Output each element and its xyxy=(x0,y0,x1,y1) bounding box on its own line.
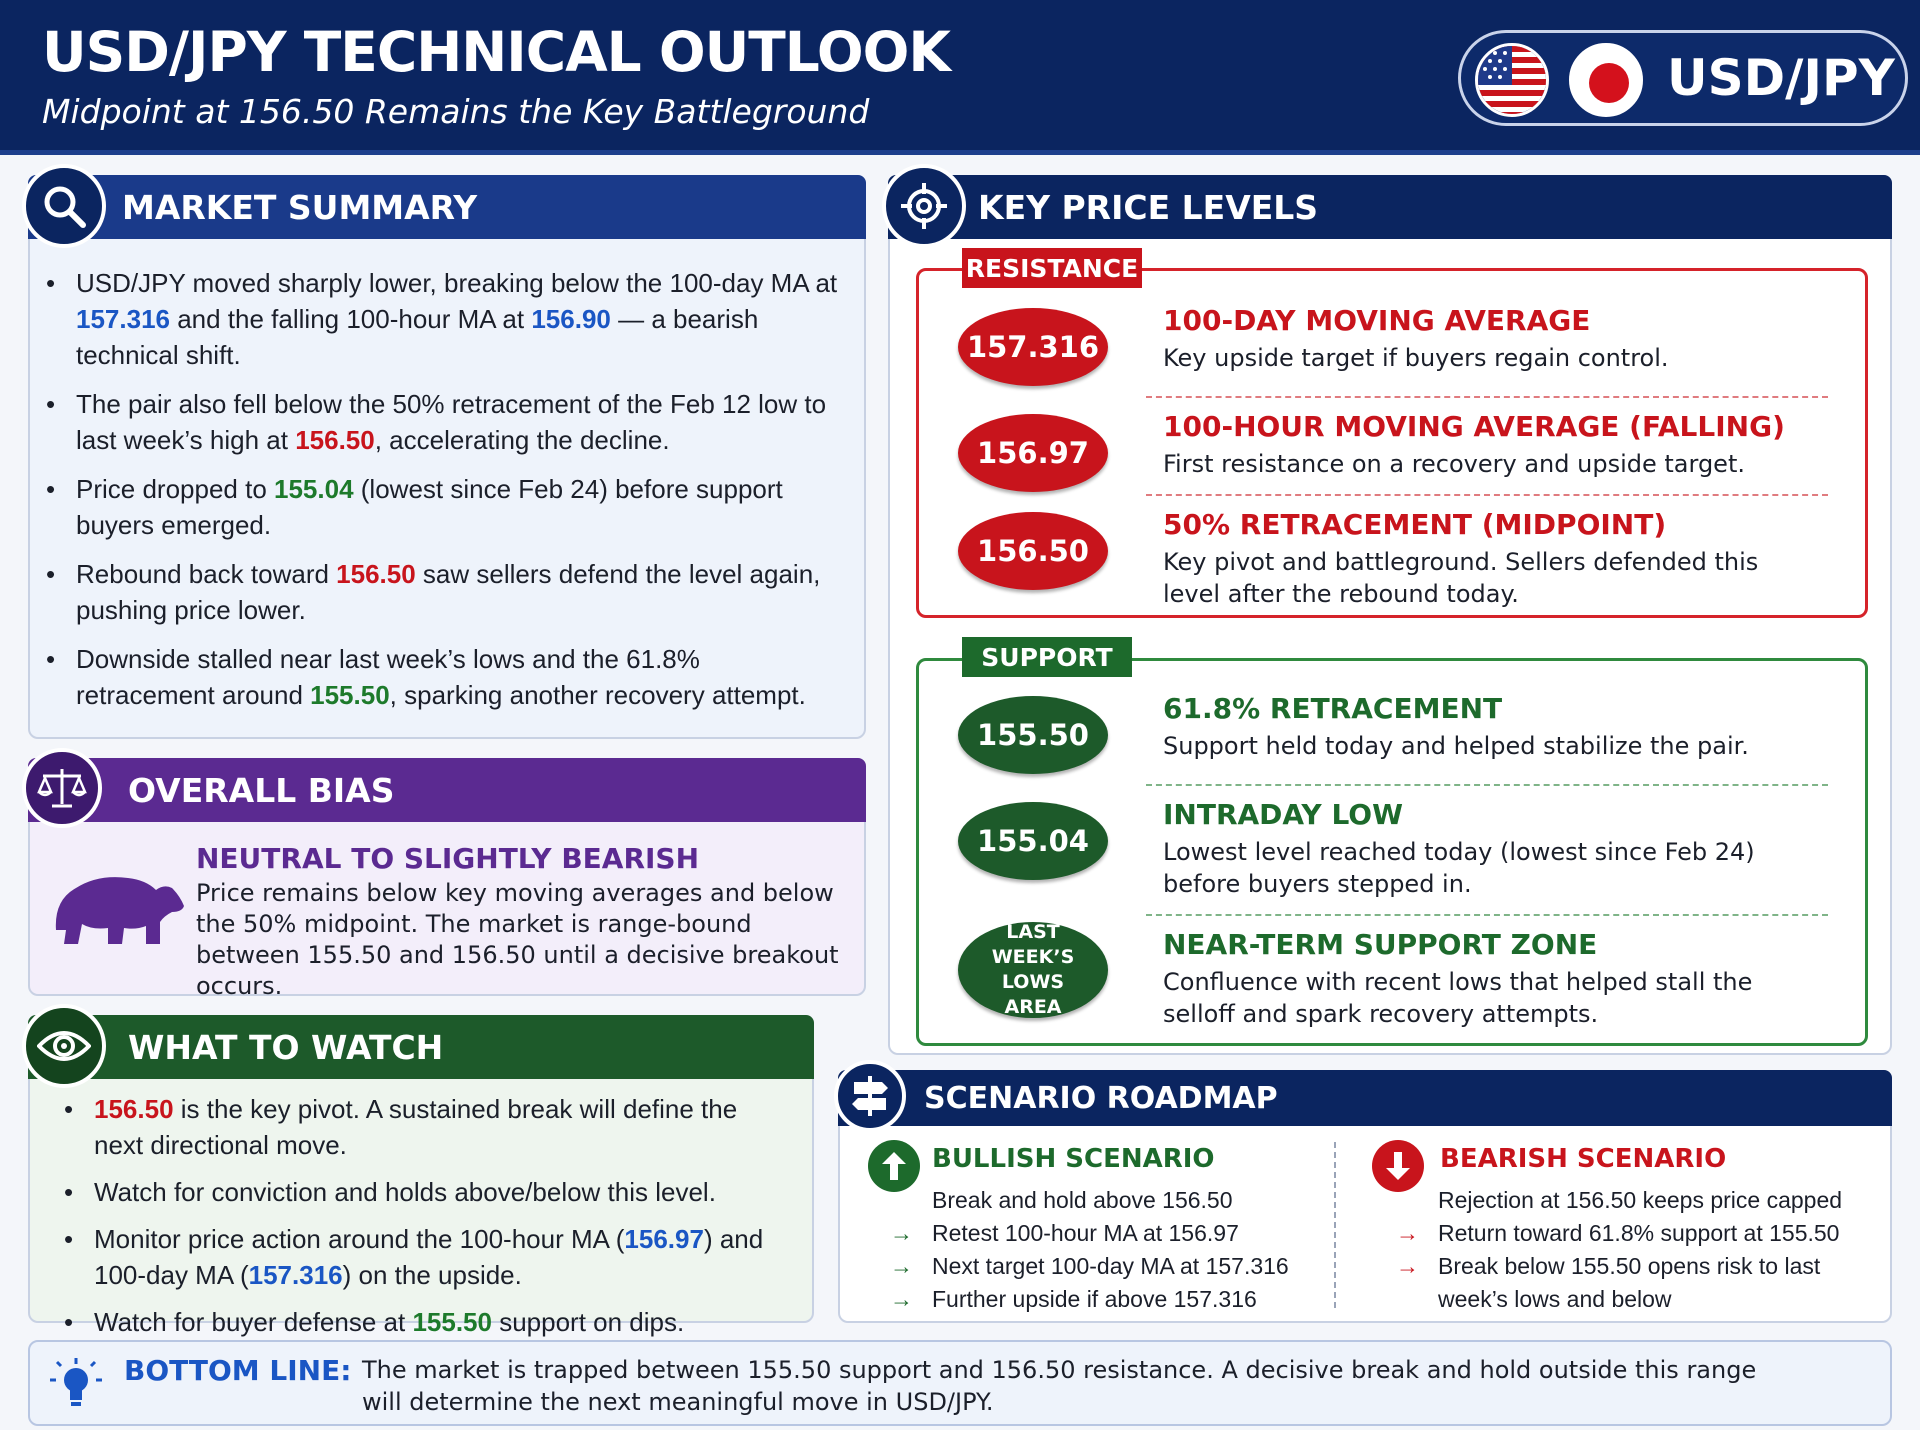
level-divider xyxy=(1146,914,1828,916)
price-level-badge: 157.316 xyxy=(958,308,1108,386)
level-title: 100-DAY MOVING AVERAGE xyxy=(1163,304,1591,337)
bullet-text: Watch for conviction and holds above/below this level. xyxy=(94,1177,716,1207)
page-subtitle: Midpoint at 156.50 Remains the Key Battleground xyxy=(42,92,870,131)
level-description: Key upside target if buyers regain control. xyxy=(1163,344,1669,372)
bullet-text: The pair also fell below the 50% retracement of the Feb 12 low to last week’s high at xyxy=(76,389,827,455)
arrow-right-icon: → xyxy=(1396,1220,1419,1246)
overall-bias-panel xyxy=(28,758,866,1000)
bias-heading: NEUTRAL TO SLIGHTLY BEARISH xyxy=(196,842,700,875)
signpost-icon xyxy=(834,1060,906,1132)
bullet-item xyxy=(30,471,840,543)
lightbulb-icon xyxy=(50,1356,102,1417)
scenario-step-text: Break below 155.50 opens risk to last week’s lows and below xyxy=(1438,1253,1821,1312)
level-divider xyxy=(1146,396,1828,398)
bullet-text: Watch for buyer defense at xyxy=(94,1307,413,1337)
price-level-badge: 155.04 xyxy=(958,802,1108,880)
highlight-value: 155.04 xyxy=(274,474,354,504)
level-title: 61.8% RETRACEMENT xyxy=(1163,692,1503,725)
resistance-tag: RESISTANCE xyxy=(962,248,1142,288)
level-description: Support held today and helped stabilize the pair. xyxy=(1163,732,1749,760)
scenario-roadmap-title: SCENARIO ROADMAP xyxy=(924,1080,1278,1116)
level-title: 100-HOUR MOVING AVERAGE (FALLING) xyxy=(1163,410,1785,443)
bullish-steps xyxy=(890,1184,1330,1316)
highlight-value: 156.50 xyxy=(94,1094,174,1124)
us-flag-icon xyxy=(1475,43,1549,117)
market-summary-panel xyxy=(28,175,866,739)
level-title: INTRADAY LOW xyxy=(1163,798,1403,831)
bullet-item xyxy=(48,1304,788,1340)
japan-flag-icon xyxy=(1569,43,1643,117)
highlight-value: 156.90 xyxy=(531,304,611,334)
bullet-item xyxy=(30,265,840,373)
bear-icon xyxy=(48,860,188,955)
support-tag: SUPPORT xyxy=(962,637,1132,677)
highlight-value: 157.316 xyxy=(248,1260,343,1290)
highlight-value: 155.50 xyxy=(412,1307,492,1337)
scenario-step xyxy=(890,1217,1330,1250)
scenario-lead: Rejection at 156.50 keeps price capped xyxy=(1438,1187,1843,1213)
bullet-text: ) on the upside. xyxy=(342,1260,522,1290)
eye-icon xyxy=(22,1004,106,1088)
bullet-text: is the key pivot. A sustained break will define the next directional move. xyxy=(94,1094,738,1160)
bearish-steps xyxy=(1396,1184,1876,1316)
key-levels-header xyxy=(888,175,1892,239)
market-summary-header xyxy=(28,175,866,239)
price-level-badge: 155.50 xyxy=(958,696,1108,774)
level-title: NEAR-TERM SUPPORT ZONE xyxy=(1163,928,1598,961)
arrow-right-icon: → xyxy=(890,1220,913,1246)
what-to-watch-list xyxy=(48,1091,808,1351)
bullet-item xyxy=(30,386,840,458)
highlight-value: 156.50 xyxy=(336,559,416,589)
overall-bias-title: OVERALL BIAS xyxy=(128,770,395,810)
bias-text: Price remains below key moving averages and below the 50% midpoint. The market is range-bound between 155.50 and 156.50 until a decisive breakout occurs. xyxy=(196,879,839,1000)
bottom-line-label: BOTTOM LINE: xyxy=(124,1354,352,1387)
scenario-divider xyxy=(1334,1142,1336,1308)
price-level-badge: 156.50 xyxy=(958,512,1108,590)
level-description: First resistance on a recovery and upside target. xyxy=(1163,450,1745,478)
bullet-text: , accelerating the decline. xyxy=(374,425,670,455)
scenario-roadmap-header xyxy=(838,1070,1892,1126)
header-banner xyxy=(0,0,1920,155)
highlight-value: 156.50 xyxy=(295,425,375,455)
price-level-badge: 156.97 xyxy=(958,414,1108,492)
scenario-step xyxy=(890,1283,1330,1316)
arrow-right-icon: → xyxy=(890,1286,913,1312)
price-level-badge: LAST WEEK’S LOWS AREA xyxy=(958,922,1108,1018)
bullet-text: and the falling 100-hour MA at xyxy=(169,304,532,334)
what-to-watch-header xyxy=(28,1015,814,1079)
what-to-watch-title: WHAT TO WATCH xyxy=(128,1027,444,1067)
level-description: Key pivot and battleground. Sellers defended this level after the rebound today. xyxy=(1163,548,1759,608)
bullet-item xyxy=(48,1091,788,1163)
bottom-line-panel xyxy=(28,1340,1892,1426)
scenario-step xyxy=(890,1250,1330,1283)
bullet-text: saw sellers defend the level again, pushing price lower. xyxy=(76,559,821,625)
page-title: USD/JPY TECHNICAL OUTLOOK xyxy=(42,20,951,84)
bottom-line-text: The market is trapped between 155.50 support and 156.50 resistance. A decisive break and hold outside this range will determine the next meaningful move in USD/JPY. xyxy=(362,1356,1757,1416)
scales-icon xyxy=(22,748,102,828)
bullet-text: Rebound back toward xyxy=(76,559,337,589)
market-summary-title: MARKET SUMMARY xyxy=(122,187,478,227)
bullet-item xyxy=(30,556,840,628)
bullet-text: ) and 100-day MA ( xyxy=(94,1224,764,1290)
scenario-step-text: Return toward 61.8% support at 155.50 xyxy=(1438,1220,1840,1246)
level-divider xyxy=(1146,494,1828,496)
bullet-item xyxy=(30,641,840,713)
bullet-item xyxy=(48,1174,788,1210)
bearish-title: BEARISH SCENARIO xyxy=(1440,1144,1727,1174)
bullet-text: Downside stalled near last week’s lows and the 61.8% retracement around xyxy=(76,644,700,710)
what-to-watch-panel xyxy=(28,1015,814,1337)
scenario-step-text: Next target 100-day MA at 157.316 xyxy=(932,1253,1289,1279)
magnifier-icon xyxy=(22,164,106,248)
highlight-value: 157.316 xyxy=(76,304,170,334)
level-divider xyxy=(1146,784,1828,786)
bullet-item xyxy=(48,1221,788,1293)
level-description: Lowest level reached today (lowest since Feb 24) before buyers stepped in. xyxy=(1163,838,1755,898)
scenario-step xyxy=(1396,1217,1876,1250)
scenario-lead: Break and hold above 156.50 xyxy=(932,1187,1233,1213)
bullet-text: support on dips. xyxy=(491,1307,685,1337)
overall-bias-header xyxy=(28,758,866,822)
scenario-step-text: Retest 100-hour MA at 156.97 xyxy=(932,1220,1239,1246)
key-levels-title: KEY PRICE LEVELS xyxy=(978,187,1319,227)
currency-pair-label: USD/JPY xyxy=(1667,49,1895,107)
bullet-text: Price dropped to xyxy=(76,474,275,504)
level-title: 50% RETRACEMENT (MIDPOINT) xyxy=(1163,508,1667,541)
market-summary-list xyxy=(30,265,860,726)
arrow-right-icon: → xyxy=(1396,1253,1419,1279)
bullet-text: Monitor price action around the 100-hour MA ( xyxy=(94,1224,625,1254)
bullet-text: USD/JPY moved sharply lower, breaking below the 100-day MA at xyxy=(76,268,838,298)
bullet-text: , sparking another recovery attempt. xyxy=(389,680,806,710)
bullet-text: — a bearish technical shift. xyxy=(76,304,759,370)
highlight-value: 156.97 xyxy=(624,1224,704,1254)
scenario-step-text: Further upside if above 157.316 xyxy=(932,1286,1257,1312)
currency-pair-badge xyxy=(1458,30,1908,126)
target-icon xyxy=(882,164,966,248)
bullish-title: BULLISH SCENARIO xyxy=(932,1144,1215,1174)
highlight-value: 155.50 xyxy=(310,680,390,710)
scenario-step xyxy=(1396,1250,1876,1316)
arrow-right-icon: → xyxy=(890,1253,913,1279)
scenario-roadmap-panel xyxy=(838,1070,1892,1323)
level-description: Confluence with recent lows that helped stall the selloff and spark recovery attempts. xyxy=(1163,968,1753,1028)
bullet-text: (lowest since Feb 24) before support buyers emerged. xyxy=(76,474,783,540)
